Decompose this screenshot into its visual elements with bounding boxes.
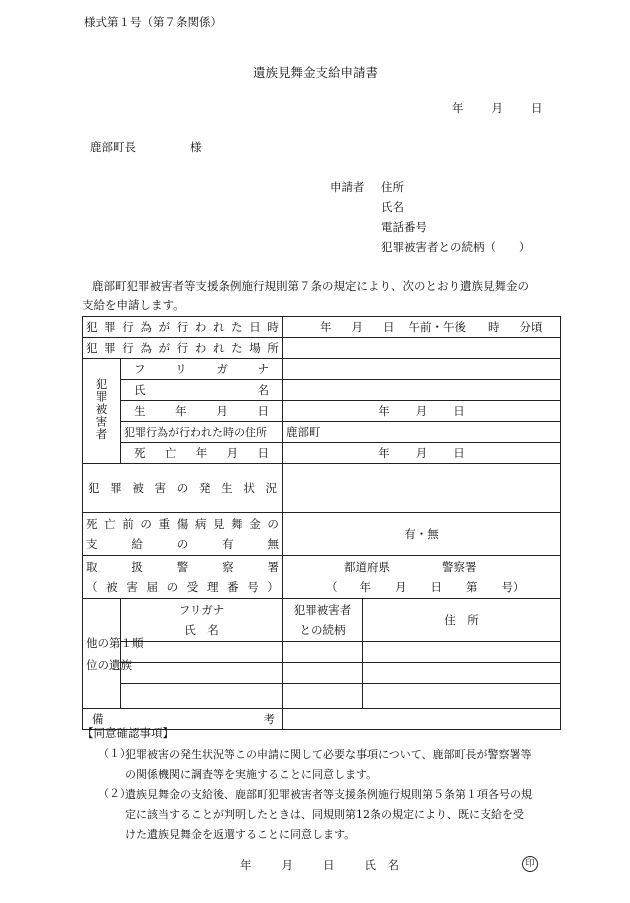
- family-row-2-relation[interactable]: [283, 663, 363, 684]
- victim-death-value[interactable]: 年 月 日: [283, 443, 561, 464]
- family-row-2-name[interactable]: [121, 663, 283, 684]
- police-label: 取 扱 警 察 署 （ 被 害 届 の 受 理 番 号 ）: [83, 556, 283, 599]
- victim-name-label: 氏 名: [121, 380, 283, 401]
- injury-benefit-label: 死 亡 前 の 重 傷 病 見 舞 金 の 支 給 の 有 無: [83, 513, 283, 556]
- police-value[interactable]: 都道府県 警察署 （ 年 月 日 第 号）: [283, 556, 561, 599]
- family-row-1-relation[interactable]: [283, 642, 363, 663]
- victim-dob-value[interactable]: 年 月 日: [283, 401, 561, 422]
- application-table: [82, 316, 561, 730]
- victim-furigana-value[interactable]: [283, 359, 561, 380]
- family-relation-header: 犯罪被害者 との続柄: [283, 599, 363, 642]
- date-line: 年 月 日: [452, 101, 543, 115]
- consent-item-2: 遺族見舞金の支給後、鹿部町犯罪被害者等支援条例施行規則第５条第１項各号の規 定に該当することが判明したときは、同規則第12条の規定により、既に支給を受 けた遺族見舞金を返還することに同意します。: [125, 788, 532, 841]
- form-number: 様式第１号（第７条関係）: [84, 15, 222, 29]
- family-row-2-address[interactable]: [363, 663, 561, 684]
- seal-mark: 印: [522, 855, 538, 872]
- addressee: 鹿部町長 様: [90, 140, 202, 154]
- victim-label: 犯罪被害者: [83, 359, 121, 464]
- victim-address-label: 犯罪行為が行われた時の住所: [121, 422, 283, 443]
- intro-line-1: 鹿部町犯罪被害者等支援条例施行規則第７条の規定により、次のとおり遺族見舞金の: [92, 279, 529, 293]
- damage-label: 犯 罪 被 害 の 発 生 状 況: [83, 464, 283, 513]
- injury-benefit-value[interactable]: 有・無: [283, 513, 561, 556]
- form-title: 遺族見舞金支給申請書: [253, 65, 379, 80]
- family-row-1-name[interactable]: [121, 642, 283, 663]
- intro-line-2: 支給を申請します。: [82, 298, 185, 312]
- consent-item-1: 犯罪被害の発生状況等この申請に関して必要な事項について、鹿部町長が警察署等 の関係機関に調査等を実施することに同意します。: [125, 748, 532, 781]
- family-row-3-address[interactable]: [363, 684, 561, 709]
- crime-place-value[interactable]: [283, 338, 561, 359]
- applicant-address-label: 住所: [381, 180, 404, 194]
- family-row-3-name[interactable]: [121, 684, 283, 709]
- applicant-label: 申請者: [330, 180, 365, 194]
- victim-dob-label: 生 年 月 日: [121, 401, 283, 422]
- crime-datetime-label: 犯 罪 行 為 が 行 わ れ た 日 時: [83, 317, 283, 338]
- consent-heading: 【同意確認事項】: [82, 726, 174, 740]
- remarks-label: 備 考: [83, 709, 283, 730]
- crime-datetime-value[interactable]: 年 月 日 午前・午後 時 分頃: [283, 317, 561, 338]
- family-row-1-address[interactable]: [363, 642, 561, 663]
- consent-item-2-number: （２）: [98, 787, 131, 800]
- family-address-header: 住 所: [363, 599, 561, 642]
- remarks-value[interactable]: [283, 709, 561, 730]
- family-label: 他の第１順 位の遺族: [83, 599, 121, 709]
- damage-value[interactable]: [283, 464, 561, 513]
- victim-name-value[interactable]: [283, 380, 561, 401]
- crime-place-label: 犯 罪 行 為 が 行 わ れ た 場 所: [83, 338, 283, 359]
- applicant-relation-label: 犯罪被害者との続柄（ ）: [381, 240, 531, 254]
- family-name-header: フリガナ 氏 名: [121, 599, 283, 642]
- victim-address-value[interactable]: 鹿部町: [283, 422, 561, 443]
- family-row-3-relation[interactable]: [283, 684, 363, 709]
- consent-item-1-number: （１）: [98, 747, 131, 760]
- applicant-name-label: 氏名: [381, 200, 404, 214]
- applicant-phone-label: 電話番号: [381, 220, 427, 234]
- victim-death-label: 死 亡 年 月 日: [121, 443, 283, 464]
- victim-furigana-label: フ リ ガ ナ: [121, 359, 283, 380]
- signature-line: 年 月 日 氏 名: [240, 858, 399, 872]
